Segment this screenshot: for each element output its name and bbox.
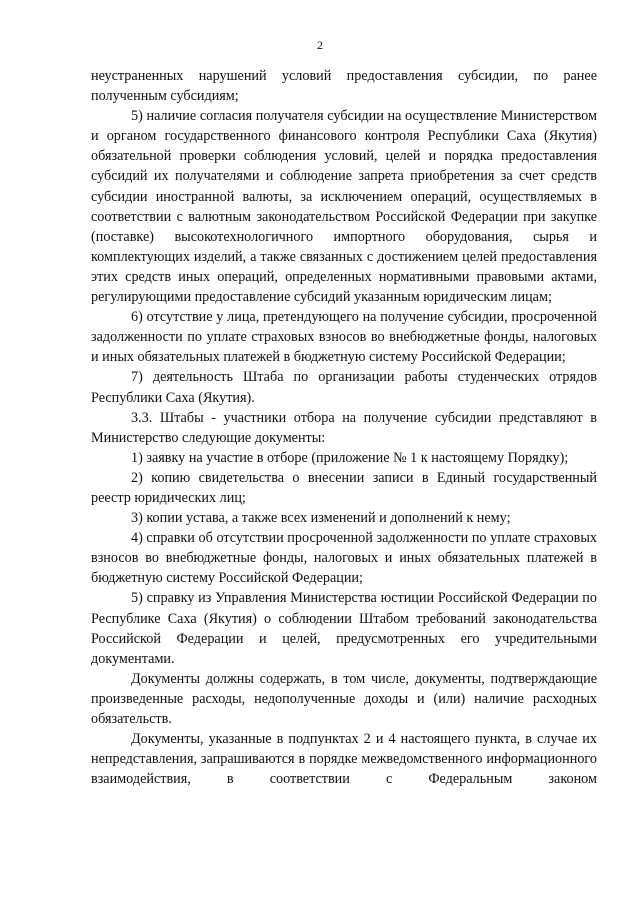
paragraph-item-6-no-debt: 6) отсутствие у лица, претендующего на получение субсидии, просроченной задолженности по уплате страховых взносов во внебюджетные фонды, налоговых и иных обязательных платежей в бюджетную систему Российской Федерации;	[91, 309, 597, 366]
paragraph-doc-2-certificate: 2) копию свидетельства о внесении записи в Единый государственный реестр юридических лиц;	[91, 469, 597, 506]
paragraph-item-7-activity: 7) деятельность Штаба по организации работы студенческих отрядов Республики Саха (Якутия).	[91, 369, 597, 406]
paragraph-doc-1-application: 1) заявку на участие в отборе (приложение № 1 к настоящему Порядку);	[131, 449, 569, 466]
paragraph-documents-content: Документы должны содержать, в том числе, документы, подтверждающие произведенные расходы, недополученные доходы и (или) наличие расходных обязательств.	[91, 670, 597, 727]
paragraph-continuation: неустраненных нарушений условий предоставления субсидии, по ранее полученным субсидиям;	[91, 68, 597, 105]
paragraph-section-3-3: 3.3. Штабы - участники отбора на получение субсидии представляют в Министерство следующие документы:	[91, 409, 597, 446]
paragraph-doc-5-justice-certificate: 5) справку из Управления Министерства юстиции Российской Федерации по Республике Саха (Якутия) о соблюдении Штабом требований законодательства Российской Федерации и целей, предусмотренных его учредительными документами.	[91, 590, 597, 667]
document-body	[91, 66, 597, 789]
page-number: 2	[317, 38, 323, 52]
paragraph-doc-4-debt-certificates: 4) справки об отсутствии просроченной задолженности по уплате страховых взносов во внебюджетные фонды, налоговых и иных обязательных платежей в бюджетную систему Российской Федерации;	[91, 530, 597, 587]
paragraph-interagency-request: Документы, указанные в подпунктах 2 и 4 настоящего пункта, в случае их непредставления, запрашиваются в порядке межведомственного информационного взаимодействия, в соответствии с Федеральным законом	[91, 731, 597, 788]
paragraph-item-5-consent: 5) наличие согласия получателя субсидии на осуществление Министерством и органом государственного финансового контроля Республики Саха (Якутия) обязательной проверки соблюдения условий, целей и порядка предоставления субсидий их получателями и соблюдение запрета приобретения за счет средств субсидии иностранной валюты, за исключением операций, осуществляемых в соответствии с валютным законодательством Российской Федерации при закупке (поставке) высокотехнологичного импортного оборудования, сырья и комплектующих изделий, а также связанных с достижением целей предоставления этих средств иных операций, определенных нормативными правовыми актами, регулирующими предоставление субсидий указанным юридическим лицам;	[91, 108, 597, 306]
paragraph-doc-3-charter: 3) копии устава, а также всех изменений и дополнений к нему;	[131, 510, 511, 527]
